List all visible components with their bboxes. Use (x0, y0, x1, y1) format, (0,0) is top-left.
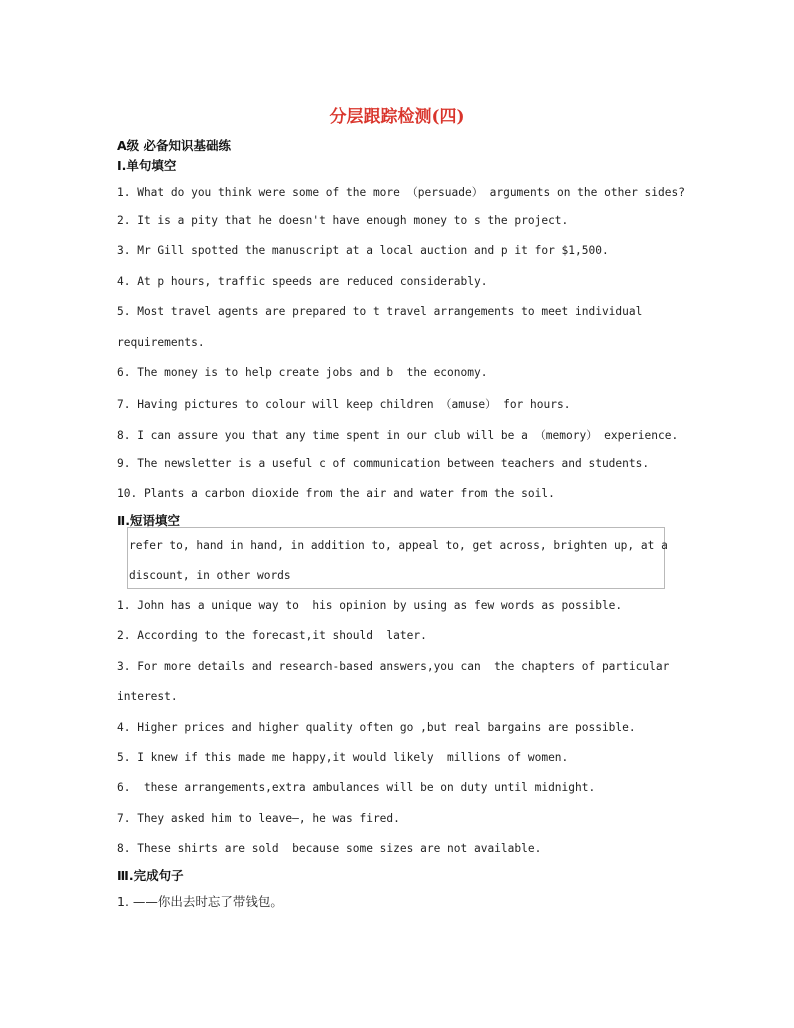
page-title: 分层跟踪检测(四) (329, 107, 465, 127)
part1-line: 8. I can assure you that any time spent in our club will be a （memory） experience. (117, 429, 679, 442)
part2-line: 5. I knew if this made me happy,it would likely millions of women. (117, 751, 569, 764)
part3-heading: Ⅲ.完成句子 (117, 868, 184, 883)
part1-line: 6. The money is to help create jobs and b the economy. (117, 366, 488, 379)
phrase-box-line: refer to, hand in hand, in addition to, appeal to, get across, brighten up, at a (129, 539, 668, 552)
part2-line: interest. (117, 690, 178, 703)
part2-line: 1. John has a unique way to his opinion by using as few words as possible. (117, 599, 623, 612)
phrase-box-line: discount, in other words (129, 569, 291, 582)
part2-line: 2. According to the forecast,it should later. (117, 629, 427, 642)
part1-heading: Ⅰ.单句填空 (117, 158, 177, 173)
part2-line: 4. Higher prices and higher quality often go ,but real bargains are possible. (117, 721, 636, 734)
phrase-word-box (127, 527, 668, 589)
part1-line: 5. Most travel agents are prepared to t travel arrangements to meet individual (117, 305, 643, 318)
part3-line: 1. ——你出去时忘了带钱包。 (117, 894, 283, 909)
part1-line: 7. Having pictures to colour will keep children （amuse） for hours. (117, 398, 571, 411)
part1-line: 1. What do you think were some of the more （persuade） arguments on the other sides? (117, 186, 685, 199)
part2-line: 6. these arrangements,extra ambulances will be on duty until midnight. (117, 781, 596, 794)
part2-line: 8. These shirts are sold because some sizes are not available. (117, 842, 542, 855)
part1-line: 3. Mr Gill spotted the manuscript at a local auction and p it for $1,500. (117, 244, 609, 257)
part1-line: 9. The newsletter is a useful c of communication between teachers and students. (117, 457, 650, 470)
part1-line: 4. At p hours, traffic speeds are reduced considerably. (117, 275, 488, 288)
part2-heading: Ⅱ.短语填空 (117, 513, 180, 528)
part1-line: requirements. (117, 336, 205, 349)
part1-line: 10. Plants a carbon dioxide from the air and water from the soil. (117, 487, 555, 500)
part1-line: 2. It is a pity that he doesn't have enough money to s the project. (117, 214, 569, 227)
part2-line: 3. For more details and research-based answers,you can the chapters of particular (117, 660, 670, 673)
part2-line: 7. They asked him to leave—, he was fired. (117, 812, 400, 825)
section-a-heading: A级 必备知识基础练 (117, 138, 232, 153)
